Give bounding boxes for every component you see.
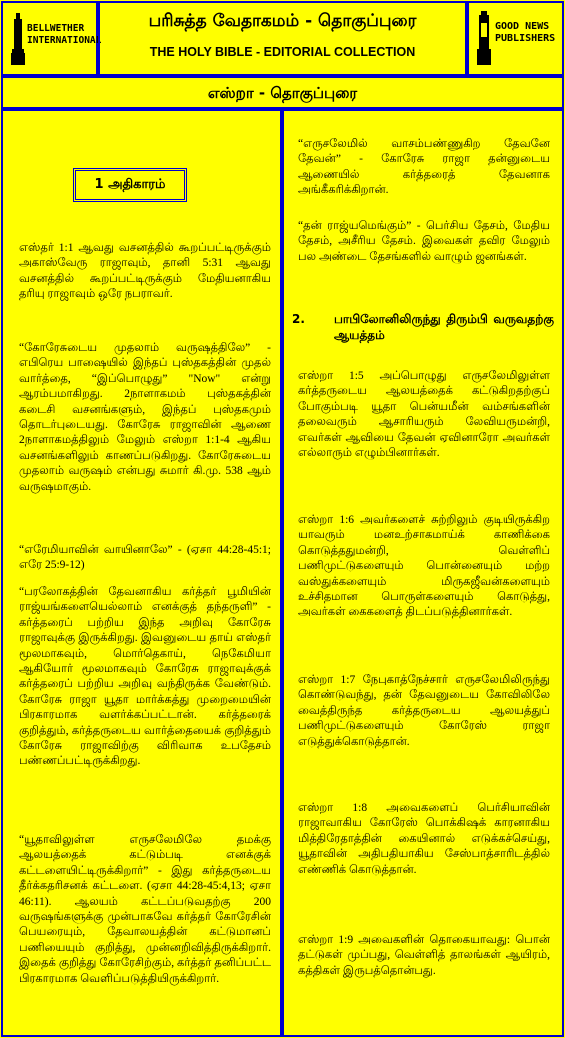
paragraph: “பரலோகத்தின் தேவனாகிய கர்த்தர் பூமியின் ராஜ்யங்களையெல்லாம் எனக்குத் தந்தருளி” - கர்த்தரைப் பற்றிய இந்த அறிவு கோரேசு ராஜாவுக்கு இருக்கிறது. இவனுடைய தாய் எஸ்தர் மூலமாகவும், மொர்தெகாய், நெகேமியா ஆகியோர் மூலமாகவும் கோரேசு ராஜாவுக்குக் கர்த்தரைப் பற்றிய அறிவு வந்திருக்க வேண்டும். கோரேசு ராஜா யூதா மார்க்கத்து முறைமையின் பிரகாரமாக வளர்க்கப்பட்டான். கர்த்தரைக் குறித்தும், கர்த்தருடைய வார்த்தையைக் குறித்தும் கோரேசு ராஜாவிற்கு விரிவாக உபதேசம் பண்ணப்பட்டிருக்கிறது.	[19, 586, 271, 768]
paragraph: “எருசலேமில் வாசம்பண்ணுகிற தேவனே தேவன்” - கோரேசு ராஜா தன்னுடைய ஆணையில் கர்த்தரைத் தேவனாக அங்கீகரிக்கிறான்.	[298, 138, 550, 197]
paragraph: எஸ்றா 1:5 அப்பொழுது எருசலேமிலுள்ள கர்த்தருடைய ஆலயத்தைக் கட்டுகிறதற்குப் போகும்படி யூதா பென்யமீன் வம்சங்களின் தலைவரும் ஆசாரியரும் லேவியருமன்றி, எவர்கள் ஆவியை தேவன் ஏவினாரோ அவர்கள் எல்லாரும் எழும்பினார்கள்.	[298, 370, 550, 460]
logo-text-line-2: PUBLISHERS	[495, 33, 556, 44]
title-panel	[98, 1, 467, 76]
book-title: எஸ்றா - தொகுப்புரை	[207, 84, 358, 102]
paragraph: “எரேமியாவின் வாயினாலே” - (ஏசா 44:28-45:1; எரே 25:9-12)	[19, 544, 271, 572]
bellwether-logo	[11, 11, 102, 69]
paragraph: எஸ்தர் 1:1 ஆவது வசனத்தில் கூறப்பட்டிருக்கும் அகாஸ்வேரு ராஜாவும், தானி 5:31 ஆவது வசனத்தில் கூறப்பட்டிருக்கும் மேதியனாகிய தரியு ராஜாவும் ஒரே நபராவர்.	[19, 242, 271, 301]
bellwether-emblem-icon	[11, 11, 25, 67]
book-title-panel	[1, 76, 564, 109]
paragraph: எஸ்றா 1:9 அவைகளின் தொகையாவது: பொன் தட்டுகள் முப்பது, வெள்ளித் தாலங்கள் ஆயிரம், கத்திகள் இருபத்தொன்பது.	[298, 934, 550, 977]
paragraph: “யூதாவிலுள்ள எருசலேமிலே தமக்கு ஆலயத்தைக் கட்டும்படி எனக்குக் கட்டளையிட்டிருக்கிறார்” - இது கர்த்தருடைய தீர்க்கதரிசனக் கட்டளை. (ஏசா 44:28-45:4,13; ஏசா 46:11). ஆலயம் கட்டப்படுவதற்கு 200 வருஷங்களுக்கு முன்பாகவே கர்த்தர் கோரேசின் பெயரையும், தேவாலயத்தின் கட்டுமானப் பணியையும் குறித்து, முன்னறிவித்திருக்கிறார். இதைக் குறித்து கோரேசிற்கும், கர்த்தர் தனிப்பட்ட பிரகாரமாக வெளிப்படுத்தியிருக்கிறார்.	[19, 834, 271, 985]
logo-text-line-1: GOOD NEWS	[495, 21, 550, 32]
left-column	[1, 109, 282, 1037]
paragraph: எஸ்றா 1:6 அவர்களைச் சுற்றிலும் குடியிருக்கிற யாவரும் மனஉற்சாகமாய்க் காணிக்கை கொடுத்ததுமன்றி, வெள்ளிப் பணிமுட்டுகளையும் பொன்னையும் மற்ற வஸ்துக்களையும் மிருகஜீவன்களையும் உச்சிதமான பொருள்களையும் கொடுத்து, அவர்கள் கைகளைத் திடப்படுத்தினார்கள்.	[298, 514, 550, 619]
logo-text-line-1: BELLWETHER	[27, 23, 85, 34]
publisher-logo-right-panel	[467, 1, 564, 76]
paragraph: “தன் ராஜ்யமெங்கும்” - பெர்சிய தேசம், மேதிய தேசம், அசீரிய தேசம். இவைகள் தவிர மேலும் பல அண்டை தேசங்களில் வாழும் ஜனங்கள்.	[298, 220, 550, 263]
paragraph: எஸ்றா 1:8 அவைகளைப் பெர்சியாவின் ராஜாவாகிய கோரேஸ் பொக்கிஷக் காரனாகிய மித்திரேதாத்தின் கையினால் எடுக்கச்செய்து, யூதாவின் அதிபதியாகிய சேஸ்பாத்சாரிடத்தில் எண்ணிக் கொடுத்தான்.	[298, 802, 550, 876]
good-news-logo	[477, 11, 557, 69]
page-title-tamil: பரிசுத்த வேதாகமம் - தொகுப்புரை	[148, 11, 417, 31]
right-column	[282, 109, 564, 1037]
good-news-emblem-icon	[477, 11, 491, 67]
paragraph: “கோரேசுடைய முதலாம் வருஷத்திலே” - எபிரெய பாஷையில் இந்தப் புஸ்தகத்தின் முதல் வார்த்தை, “இப்பொழுது” "Now" என்று ஆரம்பமாகிறது. 2நாளாகமம் புஸ்தகத்தின் கடைசி வசனங்களும், இந்தப் புஸ்தகமும் தொடர்புடையது. கோரேசு ராஜாவின் ஆணை 2நாளாகமத்திலும் மேலும் எஸ்றா 1:1-4 ஆகிய வசனங்களிலும் காணப்படுகிறது. கோரேசுடைய முதலாம் வருஷம் என்பது சுமார் கி.மு. 538 ஆம் வருஷமாகும்.	[19, 342, 271, 493]
paragraph: எஸ்றா 1:7 நேபுகாத்நேச்சார் எருசலேமிலிருந்து கொண்டுவந்து, தன் தேவனுடைய கோவிலிலே வைத்திருந்த கர்த்தருடைய ஆலயத்துப் பணிமுட்டுகளையும் கோரேஸ் ராஜா எடுத்துக்கொடுத்தான்.	[298, 674, 550, 748]
section-heading	[292, 311, 554, 343]
section-title: பாபிலோனிலிருந்து திரும்பி வருவதற்கு ஆயத்தம்	[334, 312, 554, 342]
publisher-logo-left-panel	[1, 1, 102, 76]
chapter-heading: 1 அதிகாரம்	[73, 168, 187, 202]
section-number: 2.	[292, 312, 305, 326]
page-title-english: THE HOLY BIBLE - EDITORIAL COLLECTION	[149, 45, 416, 59]
logo-text-line-2: INTERNATIONAL	[27, 35, 102, 46]
